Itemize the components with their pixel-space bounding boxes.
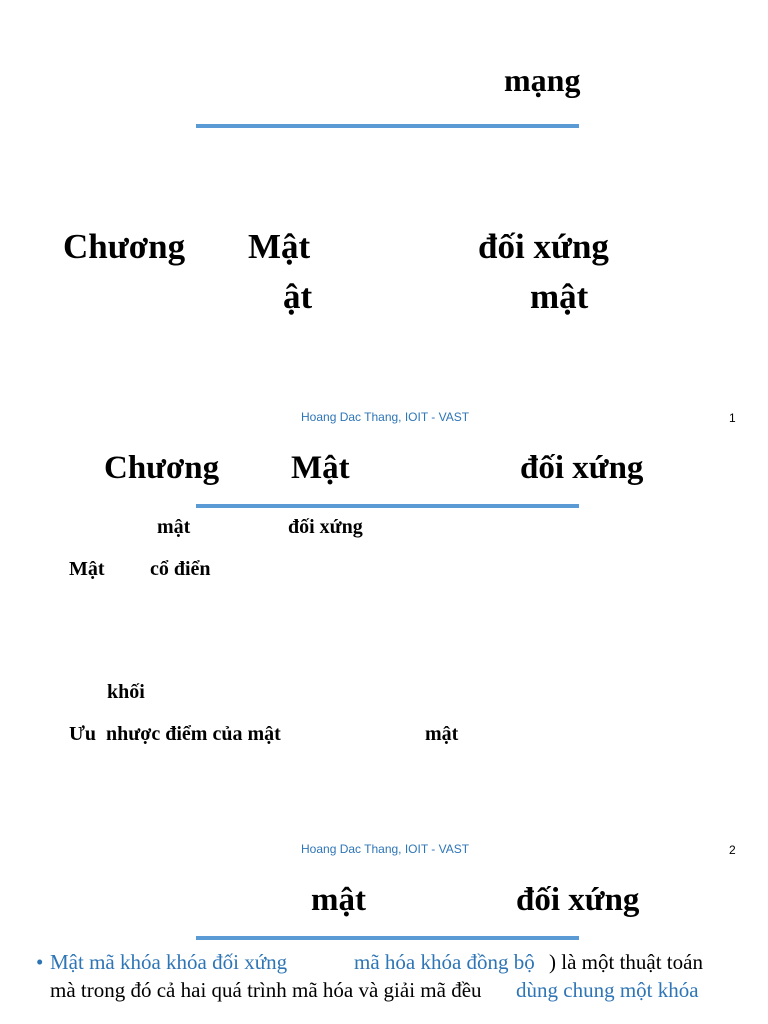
slide1-heading-word: mật (530, 277, 589, 316)
slide2-footer: Hoang Dac Thang, IOIT - VAST (301, 842, 470, 856)
toc-item-text: Ưu nhược điểm của mật (69, 723, 281, 745)
slide3-title-word: mật (311, 882, 366, 918)
bullet-term-blue: Mật mã khóa khóa đối xứng (50, 950, 288, 974)
slide1-heading-word: Chương (63, 227, 186, 266)
bullet-text: mà trong đó cả hai quá trình mã hóa và giải mã đều (50, 978, 482, 1002)
slide3-title-rule (196, 936, 579, 940)
slide1-title-fragment: mạng (504, 62, 581, 98)
slide1-heading-word: Mật (248, 227, 311, 266)
slide1-heading-word: ật (283, 277, 313, 316)
toc-item-text: cổ điển (150, 558, 211, 580)
slide1-page-number: 1 (729, 411, 736, 425)
slide1-footer: Hoang Dac Thang, IOIT - VAST (301, 410, 470, 424)
bullet-text: ) là một thuật toán (549, 950, 703, 974)
slide2-title-word: Mật (291, 450, 350, 486)
slide3-title-word: đối xứng (516, 882, 640, 918)
slide1-heading-word: đối xứng (478, 227, 609, 266)
slide2-title-word: Chương (104, 450, 220, 486)
bullet-marker: • (36, 950, 44, 974)
slide2-title-rule (196, 504, 579, 508)
slide2-title-word: đối xứng (520, 450, 644, 486)
slide2-page-number: 2 (729, 843, 736, 857)
toc-item-text: khối (107, 681, 145, 703)
bullet-term-blue: dùng chung một khóa (516, 978, 699, 1002)
toc-item-text: mật (157, 516, 191, 538)
toc-item-text: mật (425, 723, 459, 745)
toc-item-text: Mật (69, 558, 105, 580)
toc-item-text: đối xứng (288, 516, 363, 538)
slide1-title-rule (196, 124, 579, 128)
bullet-term-blue: mã hóa khóa đồng bộ (354, 950, 535, 974)
